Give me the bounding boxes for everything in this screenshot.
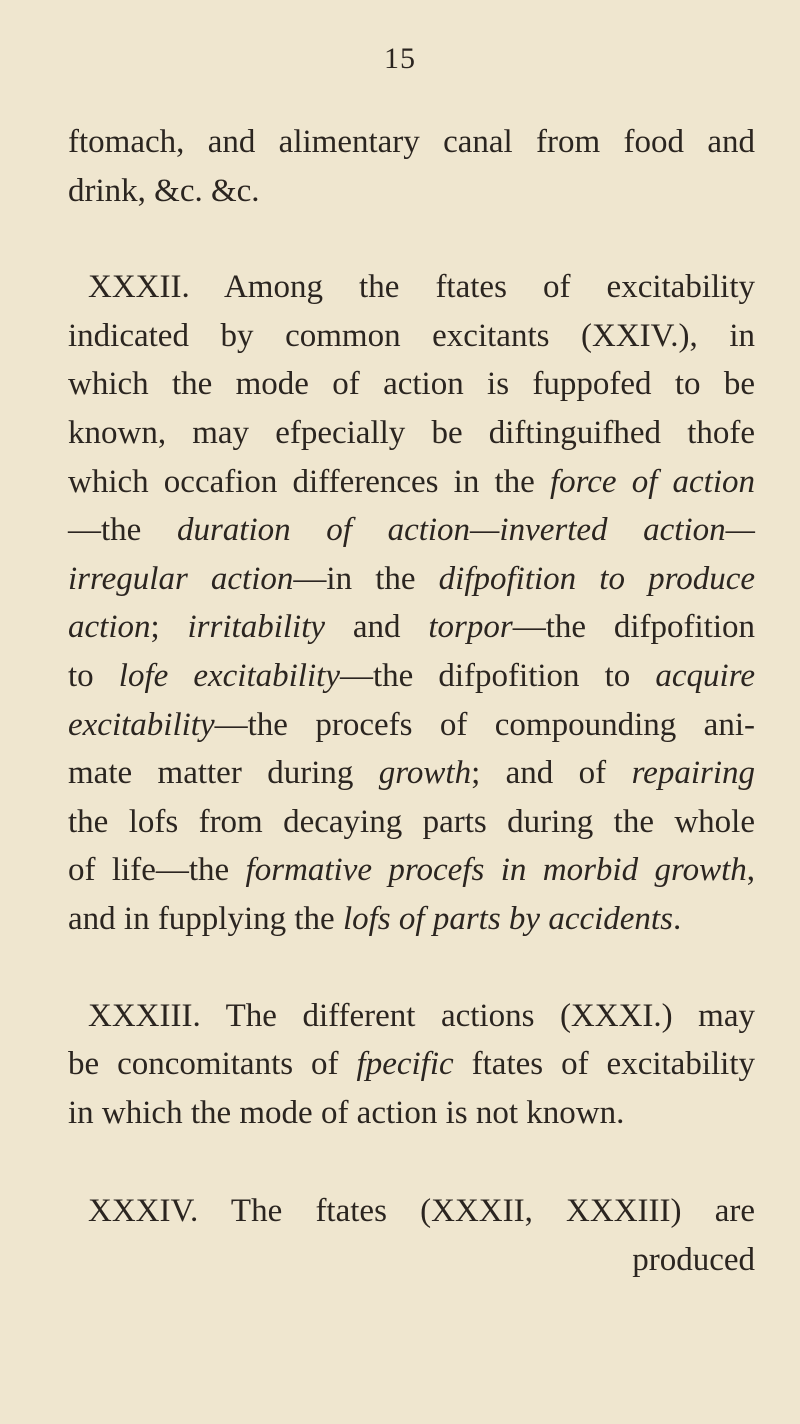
paragraph-gap <box>68 215 755 263</box>
text-run: of life—the <box>68 852 246 889</box>
italic-run: difpofition to produce <box>438 560 756 597</box>
text-run: be concomitants of <box>68 1046 357 1083</box>
paragraph-continuation <box>68 118 755 215</box>
text-run: to <box>68 657 119 694</box>
text-run: —the difpofition to <box>339 657 656 694</box>
text-run: XXXIII. The different actions (XXXI.) may <box>88 997 755 1034</box>
text-run: and <box>325 609 429 646</box>
text-run: drink, &c. &c. <box>68 172 260 209</box>
italic-run: lofe excitability <box>118 657 340 694</box>
text-line <box>68 555 755 604</box>
italic-run: acquire <box>655 657 755 694</box>
page-number: 15 <box>384 42 416 75</box>
paragraph-gap <box>68 944 755 992</box>
catchword: produced <box>632 1241 755 1278</box>
italic-run: repairing <box>631 755 756 792</box>
italic-run: duration of action—inverted action— <box>176 512 755 549</box>
text-run: , <box>746 852 756 889</box>
text-line <box>68 506 755 555</box>
italic-run: formative procefs in morbid growth <box>245 852 747 889</box>
text-run: . <box>672 900 682 937</box>
paragraph-xxxiv <box>68 1187 755 1236</box>
text-line <box>68 167 755 216</box>
italic-run: force of action <box>549 463 756 500</box>
italic-run: excitability <box>68 706 215 743</box>
text-line <box>68 1187 755 1236</box>
text-run: —in the <box>293 560 439 597</box>
text-line <box>68 652 755 701</box>
text-line <box>68 798 755 847</box>
italic-run: action <box>68 609 151 646</box>
text-run: ; and of <box>471 755 632 792</box>
text-run: —the <box>68 512 177 549</box>
text-run: —the procefs of compounding ani- <box>214 706 755 743</box>
text-line <box>68 360 755 409</box>
text-line <box>68 458 755 507</box>
paragraph-xxxii <box>68 263 755 943</box>
italic-run: torpor <box>428 609 513 646</box>
text-line <box>68 118 755 167</box>
text-run: —the difpofition <box>512 609 756 646</box>
text-run: ; <box>150 609 188 646</box>
text-line <box>68 749 755 798</box>
body-text <box>68 118 755 1284</box>
italic-run: irritability <box>187 609 326 646</box>
italic-run: fpecific <box>356 1046 454 1083</box>
text-run: XXXIV. The ftates (XXXII, XXXIII) are <box>88 1193 755 1230</box>
text-line <box>68 409 755 458</box>
text-run: and in fupplying the <box>68 900 343 937</box>
text-line <box>68 992 755 1041</box>
text-line <box>68 312 755 361</box>
text-run: which occafion differences in the <box>68 463 550 500</box>
text-run: ftates of excitability <box>453 1046 755 1083</box>
text-run: indicated by common excitants (XXIV.), in <box>68 317 755 354</box>
text-run: mate matter during <box>68 755 379 792</box>
text-line <box>68 701 755 750</box>
italic-run: growth <box>378 755 472 792</box>
text-run: known, may efpecially be diftinguifhed thofe <box>68 414 755 451</box>
text-run: ftomach, and alimentary canal from food and <box>68 124 755 160</box>
text-line <box>68 1089 755 1138</box>
paragraph-gap <box>68 1137 755 1187</box>
text-run: the lofs from decaying parts during the whole <box>68 803 755 840</box>
text-line <box>68 1040 755 1089</box>
italic-run: irregular action <box>68 560 294 597</box>
text-line <box>68 895 755 944</box>
text-run: which the mode of action is fuppofed to be <box>68 366 755 403</box>
text-line <box>68 846 755 895</box>
text-run: in which the mode of action is not known. <box>68 1094 625 1131</box>
text-line <box>68 603 755 652</box>
italic-run: lofs of parts by accidents <box>342 900 673 937</box>
text-line <box>68 263 755 312</box>
paragraph-xxxiii <box>68 992 755 1138</box>
text-run: XXXII. Among the ftates of excitability <box>88 269 755 306</box>
